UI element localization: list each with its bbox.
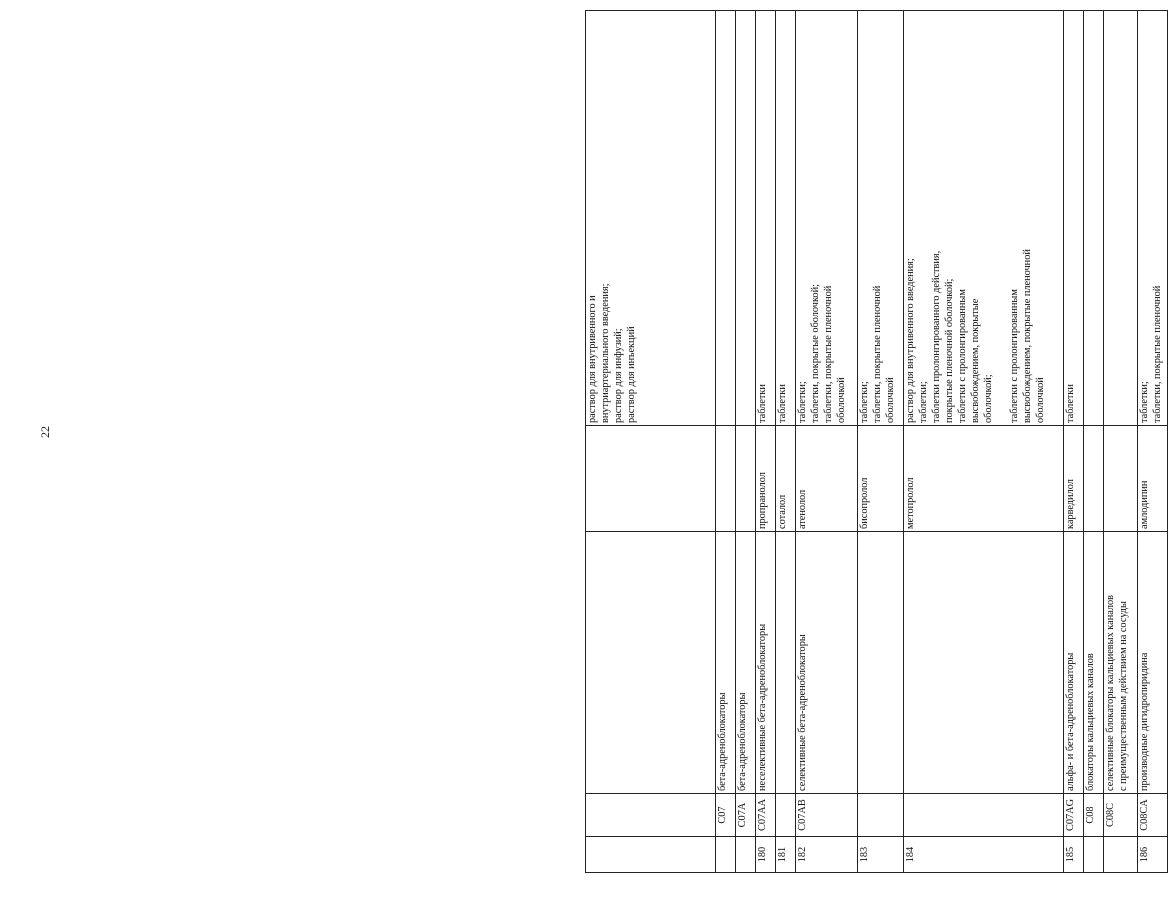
group-name: селективные блокаторы кальциевых каналов с преимущественным действием на сосуды	[1104, 532, 1138, 794]
group-name: бета-адреноблокаторы	[736, 532, 756, 794]
row-number	[1104, 837, 1138, 873]
atc-code	[858, 794, 904, 837]
row-number: 184	[904, 837, 1064, 873]
row-number	[716, 837, 736, 873]
row-number: 183	[858, 837, 904, 873]
group-name: селективные бета-адреноблокаторы	[796, 532, 858, 794]
dosage-forms: таблетки	[1064, 11, 1084, 426]
group-name	[858, 532, 904, 794]
atc-code	[904, 794, 1064, 837]
table-row	[586, 11, 716, 873]
inn-name	[736, 426, 756, 532]
group-name: блокаторы кальциевых каналов	[1084, 532, 1104, 794]
page-number: 22	[38, 426, 52, 438]
group-name: производные дигидропиридина	[1138, 532, 1168, 794]
atc-code: C08CA	[1138, 794, 1168, 837]
row-number: 186	[1138, 837, 1168, 873]
atc-code: C07A	[736, 794, 756, 837]
table-row	[1084, 11, 1104, 873]
inn-name: карведилол	[1064, 426, 1084, 532]
table-row	[1104, 11, 1138, 873]
dosage-forms	[736, 11, 756, 426]
atc-code: C07	[716, 794, 736, 837]
row-number	[586, 837, 716, 873]
table-row	[1138, 11, 1168, 873]
table-row	[858, 11, 904, 873]
dosage-forms: таблетки; таблетки, покрытые пленочной	[1138, 11, 1168, 426]
dosage-forms	[1104, 11, 1138, 426]
atc-code	[586, 794, 716, 837]
inn-name	[1084, 426, 1104, 532]
inn-name: метопролол	[904, 426, 1064, 532]
dosage-forms: раствор для внутривенного и внутриартериального введения; раствор для инфузий; раствор для инъекций	[586, 11, 716, 426]
table-row	[1064, 11, 1084, 873]
row-number	[736, 837, 756, 873]
inn-name: пропранолол	[756, 426, 776, 532]
atc-code: C08	[1084, 794, 1104, 837]
atc-code: C07AA	[756, 794, 776, 837]
row-number: 182	[796, 837, 858, 873]
atc-code: C07AB	[796, 794, 858, 837]
inn-name: соталол	[776, 426, 796, 532]
inn-name	[586, 426, 716, 532]
table-row	[904, 11, 1064, 873]
atc-code: C08C	[1104, 794, 1138, 837]
inn-name: бисопролол	[858, 426, 904, 532]
dosage-forms: таблетки	[756, 11, 776, 426]
atc-code	[776, 794, 796, 837]
inn-name: атенолол	[796, 426, 858, 532]
group-name: бета-адреноблокаторы	[716, 532, 736, 794]
group-name: альфа- и бета-адреноблокаторы	[1064, 532, 1084, 794]
dosage-forms	[716, 11, 736, 426]
table-row	[716, 11, 736, 873]
drug-table-container	[585, 11, 1163, 873]
dosage-forms: раствор для внутривенного введения; таблетки; таблетки пролонгированного действия, покрытые пленочной оболочкой; таблетки с пролонгированным высвобождением, покрытые оболочкой; таблетки с пролонгированным высвобождением, покрытые пленочной оболочкой	[904, 11, 1064, 426]
table-row	[776, 11, 796, 873]
table-row	[736, 11, 756, 873]
drug-table	[585, 10, 1168, 873]
inn-name	[716, 426, 736, 532]
atc-code: C07AG	[1064, 794, 1084, 837]
inn-name	[1104, 426, 1138, 532]
dosage-forms: таблетки; таблетки, покрытые пленочной оболочкой	[858, 11, 904, 426]
row-number: 180	[756, 837, 776, 873]
row-number	[1084, 837, 1104, 873]
dosage-forms: таблетки; таблетки, покрытые оболочкой; таблетки, покрытые пленочной оболочкой	[796, 11, 858, 426]
group-name	[586, 532, 716, 794]
inn-name: амлодипин	[1138, 426, 1168, 532]
dosage-forms: таблетки	[776, 11, 796, 426]
group-name	[904, 532, 1064, 794]
row-number: 185	[1064, 837, 1084, 873]
group-name: неселективные бета-адреноблокаторы	[756, 532, 776, 794]
dosage-forms	[1084, 11, 1104, 426]
group-name	[776, 532, 796, 794]
row-number: 181	[776, 837, 796, 873]
table-row	[796, 11, 858, 873]
table-row	[756, 11, 776, 873]
